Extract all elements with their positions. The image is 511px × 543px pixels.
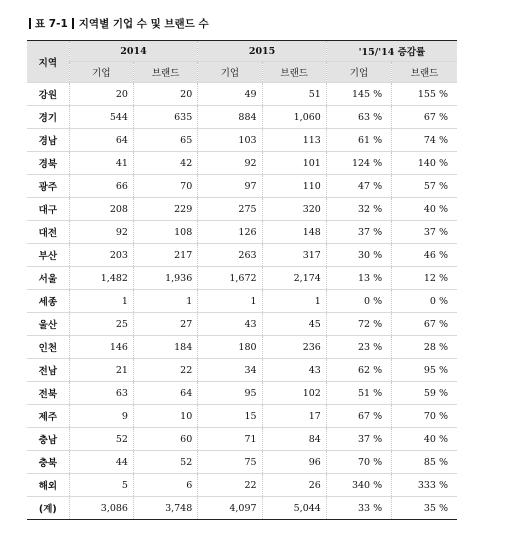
table-row — [27, 313, 457, 336]
cell-brands-2015: 148 — [262, 221, 326, 244]
cell-brands-2014: 64 — [133, 382, 197, 405]
cell-brands-change: 67 % — [392, 106, 457, 129]
header-row-subcolumns — [27, 62, 457, 83]
cell-companies-2014: 52 — [69, 428, 133, 451]
cell-brands-2014: 60 — [133, 428, 197, 451]
table-row — [27, 428, 457, 451]
cell-companies-change: 47 % — [326, 175, 391, 198]
cell-companies-2014: 146 — [69, 336, 133, 359]
cell-companies-2014: 20 — [69, 83, 133, 106]
cell-companies-2015: 49 — [198, 83, 262, 106]
table-row — [27, 152, 457, 175]
sub-header-brands-2015: 브랜드 — [262, 62, 326, 83]
cell-companies-change: 0 % — [326, 290, 391, 313]
cell-brands-2015: 51 — [262, 83, 326, 106]
cell-companies-2015: 34 — [198, 359, 262, 382]
table-row — [27, 474, 457, 497]
table-row — [27, 198, 457, 221]
table-row — [27, 221, 457, 244]
cell-brands-2015: 317 — [262, 244, 326, 267]
cell-companies-2015: 275 — [198, 198, 262, 221]
sub-header-companies-2015: 기업 — [198, 62, 262, 83]
cell-brands-2015: 320 — [262, 198, 326, 221]
cell-brands-2014: 3,748 — [133, 497, 197, 520]
cell-companies-change: 30 % — [326, 244, 391, 267]
cell-brands-change: 59 % — [392, 382, 457, 405]
cell-companies-change: 37 % — [326, 428, 391, 451]
cell-companies-change: 145 % — [326, 83, 391, 106]
region-cell: 대전 — [27, 221, 69, 244]
cell-brands-change: 35 % — [392, 497, 457, 520]
table-body — [27, 83, 457, 520]
table-caption — [29, 15, 209, 31]
table-row — [27, 336, 457, 359]
cell-companies-2014: 3,086 — [69, 497, 133, 520]
cell-brands-2014: 108 — [133, 221, 197, 244]
cell-companies-2014: 21 — [69, 359, 133, 382]
cell-brands-2015: 1,060 — [262, 106, 326, 129]
cell-brands-change: 140 % — [392, 152, 457, 175]
cell-companies-2014: 66 — [69, 175, 133, 198]
cell-brands-change: 0 % — [392, 290, 457, 313]
cell-companies-2015: 884 — [198, 106, 262, 129]
region-company-brand-table — [27, 40, 457, 520]
cell-brands-2015: 43 — [262, 359, 326, 382]
region-cell: 인천 — [27, 336, 69, 359]
cell-companies-2014: 63 — [69, 382, 133, 405]
cell-brands-2014: 42 — [133, 152, 197, 175]
table-title: 지역별 기업 수 및 브랜드 수 — [78, 17, 209, 30]
cell-companies-2014: 5 — [69, 474, 133, 497]
region-cell: 울산 — [27, 313, 69, 336]
cell-companies-2015: 126 — [198, 221, 262, 244]
cell-companies-2015: 22 — [198, 474, 262, 497]
cell-companies-2014: 9 — [69, 405, 133, 428]
year-header-2015: 2015 — [198, 41, 327, 62]
cell-brands-2014: 1,936 — [133, 267, 197, 290]
region-cell: 전남 — [27, 359, 69, 382]
year-header-2014: 2014 — [69, 41, 198, 62]
cell-companies-2015: 103 — [198, 129, 262, 152]
region-cell: 강원 — [27, 83, 69, 106]
cell-brands-2015: 26 — [262, 474, 326, 497]
region-cell: (계) — [27, 497, 69, 520]
cell-brands-change: 57 % — [392, 175, 457, 198]
cell-brands-2014: 217 — [133, 244, 197, 267]
cell-brands-2014: 6 — [133, 474, 197, 497]
caption-bar-left — [29, 18, 31, 29]
region-cell: 세종 — [27, 290, 69, 313]
cell-brands-2014: 184 — [133, 336, 197, 359]
cell-companies-2014: 44 — [69, 451, 133, 474]
cell-brands-change: 40 % — [392, 198, 457, 221]
cell-companies-2015: 75 — [198, 451, 262, 474]
cell-companies-2015: 4,097 — [198, 497, 262, 520]
cell-brands-2015: 1 — [262, 290, 326, 313]
cell-brands-change: 95 % — [392, 359, 457, 382]
cell-brands-2015: 45 — [262, 313, 326, 336]
cell-companies-change: 37 % — [326, 221, 391, 244]
table-row — [27, 382, 457, 405]
region-cell: 해외 — [27, 474, 69, 497]
cell-brands-2014: 635 — [133, 106, 197, 129]
cell-companies-change: 51 % — [326, 382, 391, 405]
cell-brands-change: 40 % — [392, 428, 457, 451]
cell-companies-2015: 15 — [198, 405, 262, 428]
region-cell: 경기 — [27, 106, 69, 129]
table-row — [27, 244, 457, 267]
cell-brands-change: 28 % — [392, 336, 457, 359]
cell-companies-change: 70 % — [326, 451, 391, 474]
cell-companies-2014: 544 — [69, 106, 133, 129]
region-cell: 제주 — [27, 405, 69, 428]
table-row — [27, 175, 457, 198]
cell-brands-2015: 110 — [262, 175, 326, 198]
table-row — [27, 497, 457, 520]
cell-brands-2015: 113 — [262, 129, 326, 152]
cell-companies-2015: 1,672 — [198, 267, 262, 290]
cell-companies-2014: 208 — [69, 198, 133, 221]
cell-companies-change: 13 % — [326, 267, 391, 290]
region-column-header: 지역 — [27, 41, 69, 83]
cell-brands-change: 155 % — [392, 83, 457, 106]
cell-brands-2014: 70 — [133, 175, 197, 198]
cell-brands-change: 333 % — [392, 474, 457, 497]
cell-brands-change: 37 % — [392, 221, 457, 244]
cell-companies-2015: 97 — [198, 175, 262, 198]
cell-companies-change: 33 % — [326, 497, 391, 520]
cell-brands-2014: 22 — [133, 359, 197, 382]
cell-companies-2015: 71 — [198, 428, 262, 451]
table-number: 표 7-1 — [35, 17, 68, 30]
cell-brands-change: 74 % — [392, 129, 457, 152]
cell-companies-2014: 41 — [69, 152, 133, 175]
cell-brands-2014: 10 — [133, 405, 197, 428]
cell-brands-change: 12 % — [392, 267, 457, 290]
sub-header-companies-change: 기업 — [326, 62, 391, 83]
cell-companies-2015: 95 — [198, 382, 262, 405]
cell-brands-2014: 229 — [133, 198, 197, 221]
cell-brands-change: 85 % — [392, 451, 457, 474]
cell-companies-2014: 1 — [69, 290, 133, 313]
sub-header-brands-change: 브랜드 — [392, 62, 457, 83]
cell-companies-2015: 1 — [198, 290, 262, 313]
cell-brands-change: 67 % — [392, 313, 457, 336]
cell-companies-change: 61 % — [326, 129, 391, 152]
cell-brands-2015: 102 — [262, 382, 326, 405]
sub-header-brands-2014: 브랜드 — [133, 62, 197, 83]
cell-brands-2014: 65 — [133, 129, 197, 152]
region-cell: 서울 — [27, 267, 69, 290]
cell-companies-change: 23 % — [326, 336, 391, 359]
region-cell: 충남 — [27, 428, 69, 451]
cell-companies-change: 124 % — [326, 152, 391, 175]
cell-brands-2015: 84 — [262, 428, 326, 451]
region-cell: 광주 — [27, 175, 69, 198]
cell-brands-2015: 2,174 — [262, 267, 326, 290]
region-cell: 대구 — [27, 198, 69, 221]
table-row — [27, 359, 457, 382]
cell-brands-2015: 17 — [262, 405, 326, 428]
table-row — [27, 451, 457, 474]
cell-brands-2014: 27 — [133, 313, 197, 336]
cell-brands-2014: 52 — [133, 451, 197, 474]
cell-companies-change: 62 % — [326, 359, 391, 382]
cell-companies-2015: 263 — [198, 244, 262, 267]
caption-bar-right — [72, 18, 74, 29]
table-row — [27, 129, 457, 152]
cell-brands-2014: 20 — [133, 83, 197, 106]
cell-companies-2014: 1,482 — [69, 267, 133, 290]
cell-companies-2014: 64 — [69, 129, 133, 152]
cell-companies-2015: 92 — [198, 152, 262, 175]
table-row — [27, 290, 457, 313]
region-cell: 전북 — [27, 382, 69, 405]
cell-companies-change: 340 % — [326, 474, 391, 497]
cell-brands-2014: 1 — [133, 290, 197, 313]
cell-companies-change: 72 % — [326, 313, 391, 336]
cell-companies-change: 63 % — [326, 106, 391, 129]
cell-brands-2015: 236 — [262, 336, 326, 359]
region-cell: 충북 — [27, 451, 69, 474]
cell-companies-2015: 180 — [198, 336, 262, 359]
header-row-years — [27, 41, 457, 62]
table-row — [27, 405, 457, 428]
cell-companies-2014: 92 — [69, 221, 133, 244]
region-cell: 경남 — [27, 129, 69, 152]
region-cell: 부산 — [27, 244, 69, 267]
cell-companies-change: 67 % — [326, 405, 391, 428]
cell-companies-2014: 25 — [69, 313, 133, 336]
region-cell: 경북 — [27, 152, 69, 175]
table-row — [27, 267, 457, 290]
cell-brands-change: 70 % — [392, 405, 457, 428]
table-row — [27, 106, 457, 129]
cell-companies-2014: 203 — [69, 244, 133, 267]
cell-companies-change: 32 % — [326, 198, 391, 221]
sub-header-companies-2014: 기업 — [69, 62, 133, 83]
cell-brands-2015: 5,044 — [262, 497, 326, 520]
cell-brands-2015: 101 — [262, 152, 326, 175]
cell-companies-2015: 43 — [198, 313, 262, 336]
cell-brands-2015: 96 — [262, 451, 326, 474]
change-rate-header: '15/'14 증감률 — [326, 41, 457, 62]
table-row — [27, 83, 457, 106]
cell-brands-change: 46 % — [392, 244, 457, 267]
